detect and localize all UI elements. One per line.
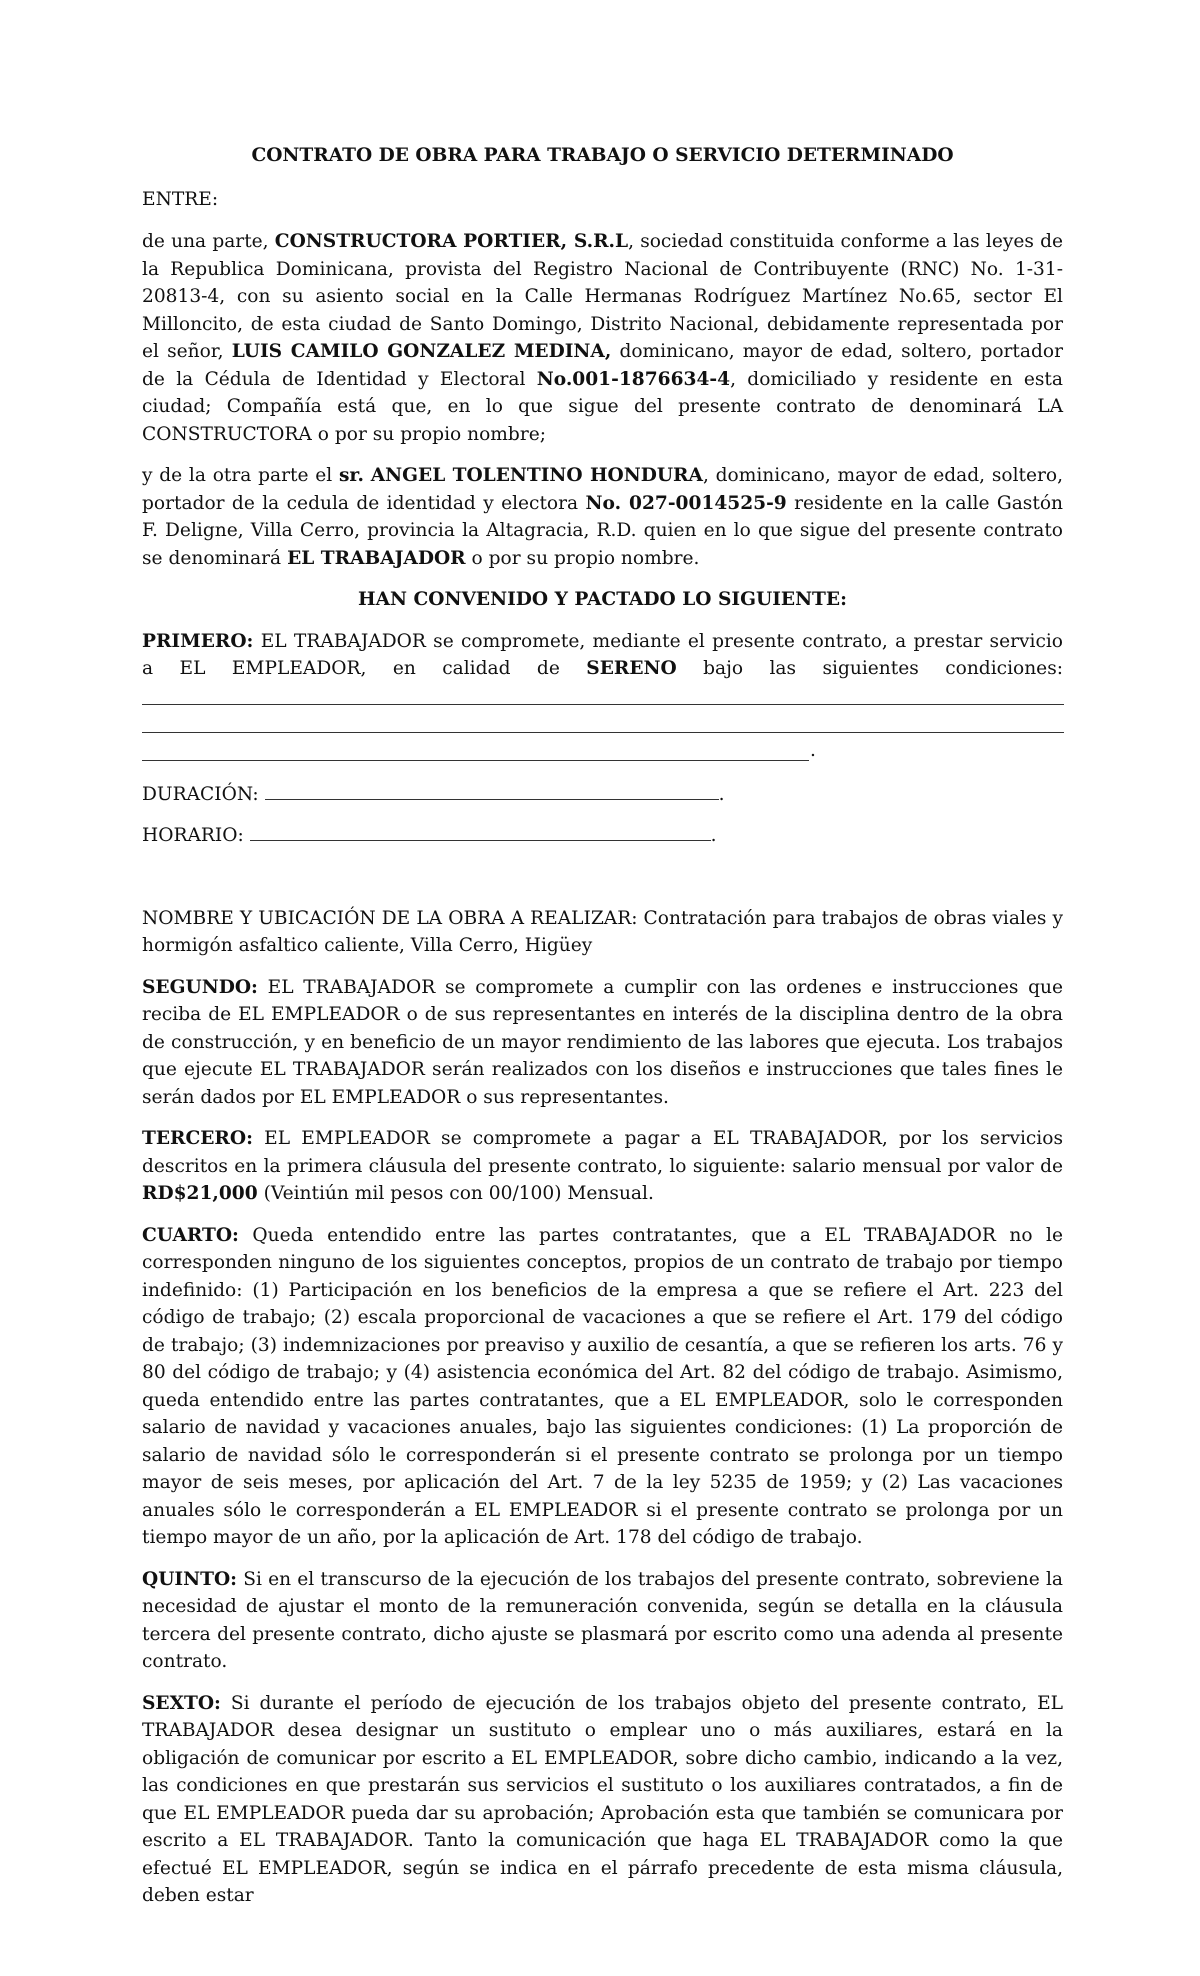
entre-label: ENTRE: (142, 189, 219, 210)
tercero-paragraph: TERCERO: EL EMPLEADOR se compromete a pagar a EL TRABAJADOR, por los servicios descritos en la primera cláusula del presente contrato, lo siguiente: salario mensual por valor de RD$21,000 (Veintiún mil pesos con 00/100) Mensual. (142, 1128, 1063, 1204)
quinto-paragraph: QUINTO: Si en el transcurso de la ejecución de los trabajos del presente contrato, sobreviene la necesidad de ajustar el monto de la remuneración convenida, según se detalla en la cláusula tercera del presente contrato, dicho ajuste se plasmará por escrito como una adenda al presente contrato. (142, 1568, 1063, 1672)
company-name: CONSTRUCTORA PORTIER, S.R.L (274, 231, 629, 252)
horario-label: HORARIO: (142, 825, 244, 846)
horario-blank (250, 822, 711, 841)
primero-paragraph: PRIMERO: EL TRABAJADOR se compromete, mediante el presente contrato, a prestar servicio a EL EMPLEADOR, en calidad de SERENO bajo las siguientes condiciones: (142, 630, 1063, 679)
role-name: SERENO (586, 658, 677, 679)
segundo-label: SEGUNDO: (142, 976, 258, 998)
party-two-paragraph: y de la otra parte el sr. ANGEL TOLENTINO HONDURA, dominicano, mayor de edad, soltero, portador de la cedula de identidad y electora No. 027-0014525-9 residente en la calle Gastón F. Deligne, Villa Cerro, provincia la Altagracia, R.D. quien en lo que sigue del presente contrato se denominará EL TRABAJADOR o por su propio nombre. (142, 465, 1063, 569)
sexto-paragraph: SEXTO: Si durante el período de ejecución de los trabajos objeto del presente contrato, EL TRABAJADOR desea designar un sustituto o emplear uno o más auxiliares, estará en la obligación de comunicar por escrito a EL EMPLEADOR, sobre dicho cambio, indicando a la vez, las condiciones en que prestarán sus servicios el sustituto o los auxiliares contratados, a fin de que EL EMPLEADOR pueda dar su aprobación; Aprobación esta que también se comunicara por escrito a EL TRABAJADOR. Tanto la comunicación que haga EL TRABAJADOR como la que efectué EL EMPLEADOR, según se indica en el párrafo precedente de esta misma cláusula, deben estar (142, 1692, 1063, 1906)
salary-amount: RD$21,000 (142, 1183, 258, 1204)
blank-line (142, 732, 1064, 733)
duracion-label: DURACIÓN: (142, 783, 259, 805)
representative-cedula: No.001-1876634-4 (536, 368, 731, 390)
worker-alias: EL TRABAJADOR (287, 547, 466, 569)
duracion-blank (265, 781, 719, 800)
blank-line (142, 760, 809, 761)
tercero-label: TERCERO: (142, 1128, 253, 1149)
worker-cedula: No. 027-0014525-9 (585, 492, 787, 514)
conditions-line-3: . (142, 739, 1063, 767)
party-one-paragraph: de una parte, CONSTRUCTORA PORTIER, S.R.L, sociedad constituida conforme a las leyes de la Republica Dominicana, provista del Registro Nacional de Contribuyente (RNC) No. 1-31-20813-4, con su asiento social en la Calle Hermanas Rodríguez Martínez No.65, sector El Milloncito, de esta ciudad de Santo Domingo, Distrito Nacional, debidamente representada por el señor, LUIS CAMILO GONZALEZ MEDINA, dominicano, mayor de edad, soltero, portador de la Cédula de Identidad y Electoral No.001-1876634-4, domiciliado y residente en esta ciudad; Compañía está que, en lo que sigue del presente contrato de denominará LA CONSTRUCTORA o por su propio nombre; (142, 231, 1063, 445)
quinto-label: QUINTO: (142, 1568, 238, 1590)
worker-name: ANGEL TOLENTINO HONDURA (370, 465, 703, 486)
segundo-paragraph: SEGUNDO: EL TRABAJADOR se compromete a cumplir con las ordenes e instrucciones que reciba de EL EMPLEADOR o de sus representantes en interés de la disciplina dentro de la obra de construcción, y en beneficio de un mayor rendimiento de las labores que ejecuta. Los trabajos que ejecute EL TRABAJADOR serán realizados con los diseños e instrucciones que tales fines le serán dados por EL EMPLEADOR o sus representantes. (142, 976, 1063, 1108)
conditions-line-1 (142, 683, 1063, 711)
contract-body (142, 228, 1063, 1924)
cuarto-label: CUARTO: (142, 1224, 239, 1246)
convenido-heading: HAN CONVENIDO Y PACTADO LO SIGUIENTE: (358, 589, 847, 610)
cuarto-paragraph: CUARTO: Queda entendido entre las partes contratantes, que a EL TRABAJADOR no le corresponden ninguno de los siguientes conceptos, propios de un contrato de trabajo por tiempo indefinido: (1) Participación en los beneficios de la empresa a que se refiere el Art. 223 del código de trabajo; (2) escala proporcional de vacaciones a que se refiere el Art. 179 del código de trabajo; (3) indemnizaciones por preaviso y auxilio de cesantía, a que se refieren los arts. 76 y 80 del código de trabajo; y (4) asistencia económica del Art. 82 del código de trabajo. Asimismo, queda entendido entre las partes contratantes, que a EL EMPLEADOR, solo le corresponden salario de navidad y vacaciones anuales, bajo las siguientes condiciones: (1) La proporción de salario de navidad sólo le corresponderán si el presente contrato se prolonga por un tiempo mayor de seis meses, por aplicación del Art. 7 de la ley 5235 de 1959; y (2) Las vacaciones anuales sólo le corresponderán a EL EMPLEADOR si el presente contrato se prolonga por un tiempo mayor de un año, por la aplicación de Art. 178 del código de trabajo. (142, 1224, 1063, 1548)
blank-line (142, 704, 1064, 705)
primero-label: PRIMERO: (142, 630, 254, 652)
sexto-label: SEXTO: (142, 1692, 221, 1714)
conditions-line-2 (142, 711, 1063, 739)
representative-name: LUIS CAMILO GONZALEZ MEDINA, (231, 341, 612, 362)
obra-paragraph: NOMBRE Y UBICACIÓN DE LA OBRA A REALIZAR: Contratación para trabajos de obras viales y hormigón asfaltico caliente, Villa Cerro, Higüey (142, 907, 1063, 956)
duracion-field: DURACIÓN: . (142, 781, 1063, 809)
horario-field: HORARIO: . (142, 822, 1063, 850)
contract-title: CONTRATO DE OBRA PARA TRABAJO O SERVICIO DETERMINADO (251, 145, 954, 166)
